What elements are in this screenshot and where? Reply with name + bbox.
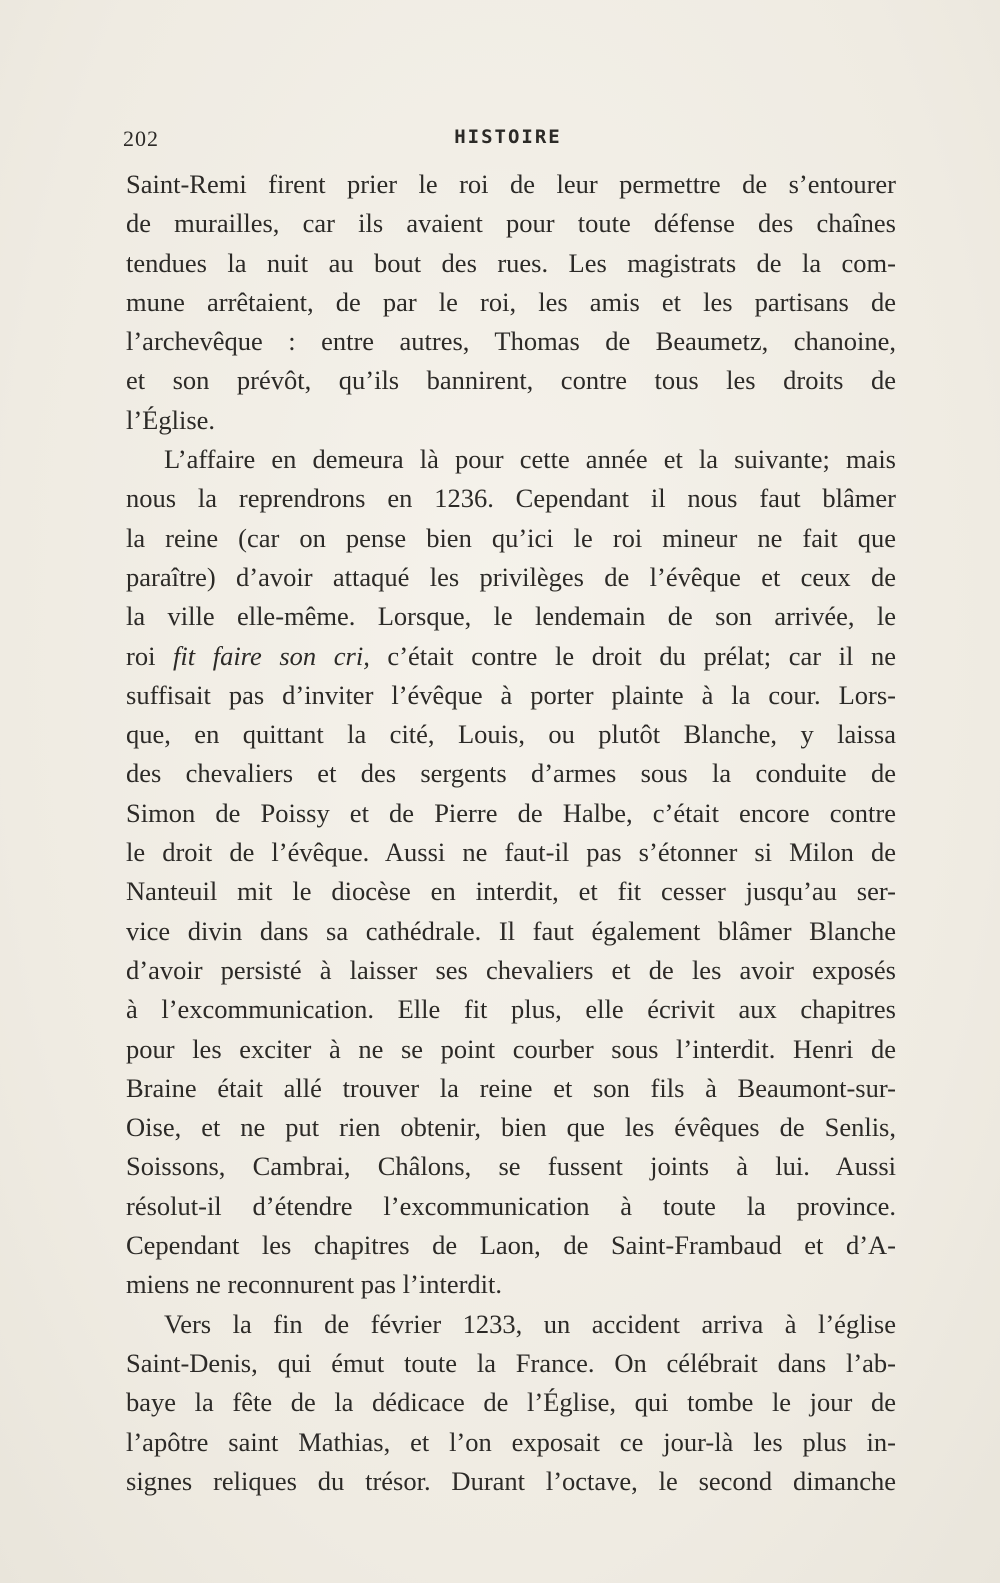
text-line: à l’excommunication. Elle fit plus, elle écrivit aux chapitres (126, 994, 896, 1025)
text-line: Nanteuil mit le diocèse en interdit, et fit cesser jusqu’au ser- (126, 876, 896, 907)
text-line: résolut-il d’étendre l’excommunication à toute la province. (126, 1190, 896, 1221)
text-line: Saint-Denis, qui émut toute la France. On célébrait dans l’ab- (126, 1347, 896, 1378)
text-line: suffisait pas d’inviter l’évêque à porter plainte à la cour. Lors- (126, 679, 896, 710)
text-line: d’avoir persisté à laisser ses chevaliers et de les avoir exposés (126, 954, 896, 985)
text-line: de murailles, car ils avaient pour toute défense des chaînes (126, 208, 896, 239)
text-line: Vers la fin de février 1233, un accident arriva à l’église (164, 1308, 896, 1339)
italic-phrase: fit faire son cri, (173, 640, 370, 671)
text-line: que, en quittant la cité, Louis, ou plutôt Blanche, y laissa (126, 719, 896, 750)
text-line: le droit de l’évêque. Aussi ne faut-il pas s’étonner si Milon de (126, 837, 896, 868)
text-run: c’était contre le droit du prélat; car il ne (369, 640, 897, 671)
text-line: des chevaliers et des sergents d’armes sous la conduite de (126, 758, 896, 789)
text-line: baye la fête de la dédicace de l’Église, qui tombe le jour de (126, 1387, 896, 1418)
text-line: Cependant les chapitres de Laon, de Saint-Frambaud et d’A- (126, 1230, 896, 1261)
text-line: et son prévôt, qu’ils bannirent, contre tous les droits de (126, 365, 896, 396)
text-line: nous la reprendrons en 1236. Cependant il nous faut blâmer (126, 483, 896, 514)
text-line: l’apôtre saint Mathias, et l’on exposait ce jour-là les plus in- (126, 1426, 896, 1457)
text-line: Braine était allé trouver la reine et son fils à Beaumont-sur- (126, 1072, 896, 1103)
text-line: la ville elle-même. Lorsque, le lendemain de son arrivée, le (126, 601, 896, 632)
running-head (123, 126, 893, 156)
text-line: Saint-Remi firent prier le roi de leur permettre de s’entourer (126, 169, 896, 199)
text-line: miens ne reconnurent pas l’interdit. (126, 1269, 503, 1300)
text-line: Oise, et ne put rien obtenir, bien que les évêques de Senlis, (126, 1112, 896, 1143)
text-line: signes reliques du trésor. Durant l’octave, le second dimanche (126, 1465, 896, 1496)
text-line: mune arrêtaient, de par le roi, les amis et les partisans de (126, 286, 896, 317)
text-line: pour les exciter à ne se point courber sous l’interdit. Henri de (126, 1033, 896, 1064)
text-line-with-italic (126, 637, 896, 676)
text-line: l’archevêque : entre autres, Thomas de Beaumetz, chanoine, (126, 326, 896, 357)
text-line: vice divin dans sa cathédrale. Il faut également blâmer Blanche (126, 915, 896, 946)
text-line: Soissons, Cambrai, Châlons, se fussent joints à lui. Aussi (126, 1151, 896, 1182)
text-line: l’Église. (126, 404, 216, 435)
text-run: roi (126, 640, 174, 671)
text-line: paraître) d’avoir attaqué les privilèges de l’évêque et ceux de (126, 561, 896, 592)
text-line: L’affaire en demeura là pour cette année et la suivante; mais (164, 444, 896, 475)
text-line: Simon de Poissy et de Pierre de Halbe, c’était encore contre (126, 797, 896, 828)
body-text (126, 165, 896, 1501)
page-number: 202 (123, 126, 159, 151)
text-line: tendues la nuit au bout des rues. Les magistrats de la com- (126, 247, 896, 278)
text-line: la reine (car on pense bien qu’ici le roi mineur ne fait que (126, 522, 896, 553)
running-title: HISTOIRE (454, 126, 562, 148)
